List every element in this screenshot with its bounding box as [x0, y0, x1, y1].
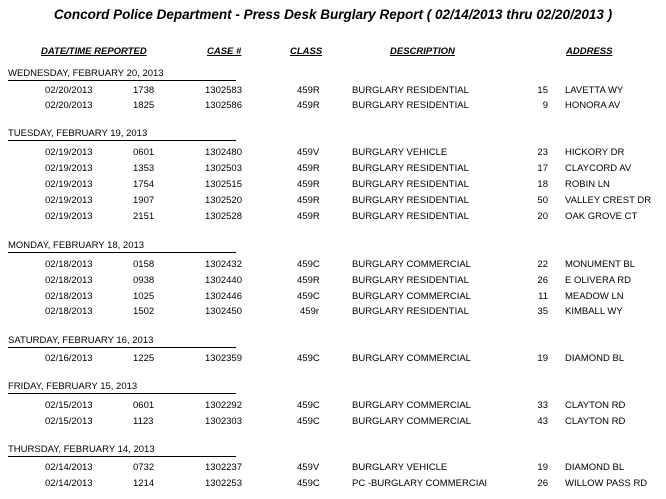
cell-time: 1738 [133, 85, 155, 96]
cell-street: CLAYTON RD [565, 400, 626, 411]
cell-date: 02/15/2013 [45, 400, 93, 411]
cell-street-number: 19 [537, 462, 548, 473]
cell-class: 459C [297, 291, 320, 302]
cell-class: 459R [297, 163, 320, 174]
cell-street-number: 9 [542, 100, 548, 111]
cell-time: 1502 [133, 306, 155, 317]
cell-description: BURGLARY COMMERCIAL [352, 291, 471, 302]
cell-date: 02/19/2013 [45, 211, 93, 222]
table-row [0, 291, 666, 305]
cell-class: 459R [297, 211, 320, 222]
day-divider [8, 80, 236, 81]
cell-time: 1754 [133, 179, 155, 190]
cell-street: KIMBALL WY [565, 306, 623, 317]
cell-date: 02/19/2013 [45, 179, 93, 190]
table-row [0, 147, 666, 161]
cell-description: BURGLARY RESIDENTIAL [352, 179, 469, 190]
cell-class: 459C [297, 259, 320, 270]
cell-street-number: 20 [537, 211, 548, 222]
cell-time: 0601 [133, 147, 155, 158]
cell-description: BURGLARY RESIDENTIAL [352, 211, 469, 222]
cell-street-number: 18 [537, 179, 548, 190]
cell-description: BURGLARY RESIDENTIAL [352, 163, 469, 174]
cell-time: 2151 [133, 211, 155, 222]
day-header: MONDAY, FEBRUARY 18, 2013 [8, 240, 145, 251]
cell-class: 459C [297, 400, 320, 411]
cell-class: 459R [297, 85, 320, 96]
cell-street: ROBIN LN [565, 179, 610, 190]
cell-street: OAK GROVE CT [565, 211, 638, 222]
cell-date: 02/14/2013 [45, 462, 93, 473]
cell-time: 0938 [133, 275, 155, 286]
column-header-datetime: DATE/TIME REPORTED [41, 46, 147, 57]
cell-case: 1302528 [205, 211, 242, 222]
cell-time: 0601 [133, 400, 155, 411]
cell-description: BURGLARY RESIDENTIAL [352, 306, 469, 317]
cell-date: 02/16/2013 [45, 353, 93, 364]
cell-street-number: 50 [537, 195, 548, 206]
cell-case: 1302480 [205, 147, 242, 158]
table-row [0, 275, 666, 289]
cell-description: BURGLARY RESIDENTIAL [352, 195, 469, 206]
cell-class: 459C [297, 478, 320, 489]
cell-date: 02/19/2013 [45, 147, 93, 158]
cell-street: CLAYCORD AV [565, 163, 632, 174]
cell-case: 1302237 [205, 462, 242, 473]
day-header: THURSDAY, FEBRUARY 14, 2013 [8, 444, 155, 455]
table-row [0, 100, 666, 114]
cell-street: HICKORY DR [565, 147, 625, 158]
cell-description: BURGLARY COMMERCIAL [352, 400, 471, 411]
cell-description: BURGLARY VEHICLE [352, 147, 448, 158]
cell-case: 1302586 [205, 100, 242, 111]
cell-date: 02/19/2013 [45, 163, 93, 174]
cell-date: 02/18/2013 [45, 291, 93, 302]
cell-case: 1302583 [205, 85, 242, 96]
cell-description: BURGLARY VEHICLE [352, 462, 448, 473]
cell-case: 1302520 [205, 195, 242, 206]
cell-case: 1302515 [205, 179, 242, 190]
day-header: SATURDAY, FEBRUARY 16, 2013 [8, 335, 154, 346]
cell-street: WILLOW PASS RD [565, 478, 648, 489]
column-header-address: ADDRESS [566, 46, 613, 57]
cell-street-number: 19 [537, 353, 548, 364]
cell-time: 0158 [133, 259, 155, 270]
cell-time: 1025 [133, 291, 155, 302]
cell-class: 459V [297, 147, 320, 158]
cell-time: 0732 [133, 462, 155, 473]
cell-case: 1302303 [205, 416, 242, 427]
day-divider [8, 140, 236, 141]
cell-street: VALLEY CREST DR [565, 195, 652, 206]
cell-time: 1907 [133, 195, 155, 206]
cell-street-number: 26 [537, 275, 548, 286]
cell-case: 1302359 [205, 353, 242, 364]
cell-description: BURGLARY COMMERCIAL [352, 259, 471, 270]
day-header: TUESDAY, FEBRUARY 19, 2013 [8, 128, 148, 139]
report-title: Concord Police Department - Press Desk Burglary Report ( 02/14/2013 thru 02/20/2013 ) [53, 7, 613, 22]
cell-case: 1302446 [205, 291, 242, 302]
cell-description: PC -BURGLARY COMMERCIAl [352, 478, 487, 489]
cell-case: 1302253 [205, 478, 242, 489]
cell-case: 1302432 [205, 259, 242, 270]
column-header-description: DESCRIPTION [390, 46, 455, 57]
cell-class: 459R [297, 179, 320, 190]
cell-street: MONUMENT BL [565, 259, 636, 270]
cell-description: BURGLARY COMMERCIAL [352, 353, 471, 364]
cell-date: 02/20/2013 [45, 85, 93, 96]
cell-case: 1302450 [205, 306, 242, 317]
cell-time: 1825 [133, 100, 155, 111]
cell-street: DIAMOND BL [565, 353, 625, 364]
cell-case: 1302503 [205, 163, 242, 174]
cell-street: MEADOW LN [565, 291, 624, 302]
cell-street-number: 15 [537, 85, 548, 96]
cell-description: BURGLARY RESIDENTIAL [352, 100, 469, 111]
day-divider [8, 393, 236, 394]
cell-date: 02/18/2013 [45, 275, 93, 286]
cell-street: E OLIVERA RD [565, 275, 631, 286]
cell-date: 02/14/2013 [45, 478, 93, 489]
column-header-case: CASE # [207, 46, 242, 57]
cell-class: 459R [297, 195, 320, 206]
day-divider [8, 252, 236, 253]
table-row [0, 195, 666, 209]
cell-description: BURGLARY COMMERCIAL [352, 416, 471, 427]
cell-street-number: 17 [537, 163, 548, 174]
cell-street: DIAMOND BL [565, 462, 625, 473]
cell-street-number: 26 [537, 478, 548, 489]
table-row [0, 163, 666, 177]
day-header: WEDNESDAY, FEBRUARY 20, 2013 [8, 68, 164, 79]
cell-class: 459C [297, 416, 320, 427]
table-row [0, 353, 666, 367]
day-divider [8, 347, 236, 348]
column-header-class: CLASS [290, 46, 323, 57]
cell-class: 459V [297, 462, 320, 473]
cell-street-number: 23 [537, 147, 548, 158]
cell-street: CLAYTON RD [565, 416, 626, 427]
cell-time: 1353 [133, 163, 155, 174]
cell-date: 02/18/2013 [45, 259, 93, 270]
table-row [0, 179, 666, 193]
table-row [0, 462, 666, 476]
day-header: FRIDAY, FEBRUARY 15, 2013 [8, 381, 138, 392]
cell-street-number: 22 [537, 259, 548, 270]
cell-street: LAVETTA WY [565, 85, 624, 96]
cell-case: 1302292 [205, 400, 242, 411]
cell-time: 1225 [133, 353, 155, 364]
table-row [0, 259, 666, 273]
cell-class: 459C [297, 353, 320, 364]
table-row [0, 416, 666, 430]
cell-class: 459R [297, 100, 320, 111]
table-row [0, 306, 666, 320]
table-row [0, 85, 666, 99]
cell-class: 459r [300, 306, 320, 317]
cell-time: 1214 [133, 478, 155, 489]
cell-street-number: 11 [538, 291, 548, 302]
cell-date: 02/20/2013 [45, 100, 93, 111]
cell-case: 1302440 [205, 275, 242, 286]
cell-street-number: 35 [537, 306, 548, 317]
table-row [0, 478, 666, 492]
cell-description: BURGLARY RESIDENTIAL [352, 85, 469, 96]
cell-date: 02/19/2013 [45, 195, 93, 206]
cell-street-number: 33 [537, 400, 548, 411]
cell-date: 02/15/2013 [45, 416, 93, 427]
table-row [0, 211, 666, 225]
cell-description: BURGLARY RESIDENTIAL [352, 275, 469, 286]
cell-class: 459R [297, 275, 320, 286]
day-divider [8, 456, 236, 457]
cell-time: 1123 [133, 416, 154, 427]
cell-street-number: 43 [537, 416, 548, 427]
cell-street: HONORA AV [565, 100, 621, 111]
cell-date: 02/18/2013 [45, 306, 93, 317]
table-row [0, 400, 666, 414]
